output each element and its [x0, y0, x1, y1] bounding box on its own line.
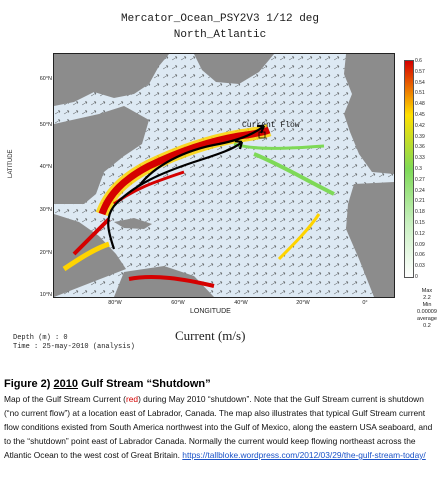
colorbar-tick: 0.42: [415, 122, 425, 129]
colorbar-tick: 0.36: [415, 144, 425, 151]
figure-title-line1: Mercator_Ocean_PSY2V3 1/12 deg: [120, 13, 320, 25]
source-link[interactable]: https://tallbloke.wordpress.com/2012/03/29/the-gulf-stream-today/: [182, 450, 426, 460]
colorbar-tick: 0.18: [415, 209, 425, 216]
lon-tick-0: 0°: [362, 300, 368, 306]
lon-tick-80w: 80°W: [108, 300, 122, 306]
colorbar-tick: 0.09: [415, 241, 425, 248]
lon-tick-60w: 60°W: [171, 300, 185, 306]
colorbar-tick: 0: [415, 274, 418, 280]
latitude-axis-label: LATITUDE: [8, 149, 14, 178]
colorbar-tick: 0.48: [415, 101, 425, 108]
min-value: 0.00009: [417, 309, 437, 315]
colorbar-tick: 0.3: [415, 166, 422, 172]
colorbar-tick: 0.39: [415, 133, 425, 140]
time-info: Time : 25-may-2010 (analysis): [13, 343, 135, 351]
colorbar-tick: 0.45: [415, 112, 425, 118]
colorbar-tick: 0.27: [415, 176, 425, 183]
max-value: 2.2: [423, 295, 431, 301]
colorbar-tick: 0.54: [415, 79, 425, 86]
lat-tick-20: 20°N: [39, 250, 52, 256]
lat-tick-10: 10°N: [39, 292, 52, 298]
colorbar-tick: 0.33: [415, 155, 425, 162]
lat-tick-40: 40°N: [39, 164, 52, 170]
figure-number: Figure 2): [4, 378, 51, 390]
current-map: [53, 53, 395, 298]
colorbar-tick: 0.51: [415, 90, 425, 97]
colorbar-tick: 0.12: [415, 230, 425, 237]
lat-tick-30: 30°N: [39, 207, 52, 213]
caption-heading: [4, 378, 436, 390]
longitude-axis-label: LONGITUDE: [190, 308, 231, 315]
lat-tick-50: 50°N: [39, 122, 52, 128]
lat-tick-60: 60°N: [39, 76, 52, 82]
caption-body: [4, 392, 436, 462]
colorbar-tick: 0.03: [415, 263, 425, 270]
caption-body-part2: ) during May 2010 “shutdown”. Note that the Gulf Stream current is shutdown (“no current flow”) at a location east of Labrador, Canada. The map also illustrates that typical Gulf Stream current flow conditions existed from South America northwest into the Gulf of Mexico, along the eastern USA seaboard, and to the “shutdown” point east of Labrador Canada. Normally the current would keep flowing northeast across the Atlantic Ocean to the west cost of Great Britain.: [4, 394, 433, 460]
figure-title-line2: North_Atlantic: [173, 29, 267, 41]
average-value: 0.2: [423, 323, 431, 329]
quantity-label: Current (m/s): [175, 328, 246, 343]
colorbar-tick: 0.57: [415, 68, 425, 75]
colorbar-tick: 0.24: [415, 187, 425, 194]
caption-heading-text: Gulf Stream “Shutdown”: [81, 378, 211, 390]
colorbar-stats: [412, 288, 440, 330]
average-label: average: [417, 316, 437, 322]
caption-year: 2010: [53, 378, 78, 390]
figure-caption: [4, 378, 436, 462]
lon-tick-20w: 20°W: [296, 300, 310, 306]
colorbar-tick: 0.6: [415, 58, 422, 64]
colorbar-tick: 0.21: [415, 198, 425, 205]
depth-info: Depth (m) : 0: [13, 334, 68, 342]
colorbar-tick: 0.15: [415, 220, 425, 226]
current-flow-annotation: Current Flow: [242, 121, 300, 130]
map-graphic: [54, 54, 394, 297]
min-label: Min: [422, 302, 432, 308]
caption-red-word: red: [125, 394, 139, 404]
caption-body-part1: Map of the Gulf Stream Current (: [4, 394, 126, 404]
colorbar-tick: 0.06: [415, 252, 425, 259]
colorbar: [404, 60, 414, 278]
lon-tick-40w: 40°W: [234, 300, 248, 306]
max-label: Max: [421, 288, 433, 294]
